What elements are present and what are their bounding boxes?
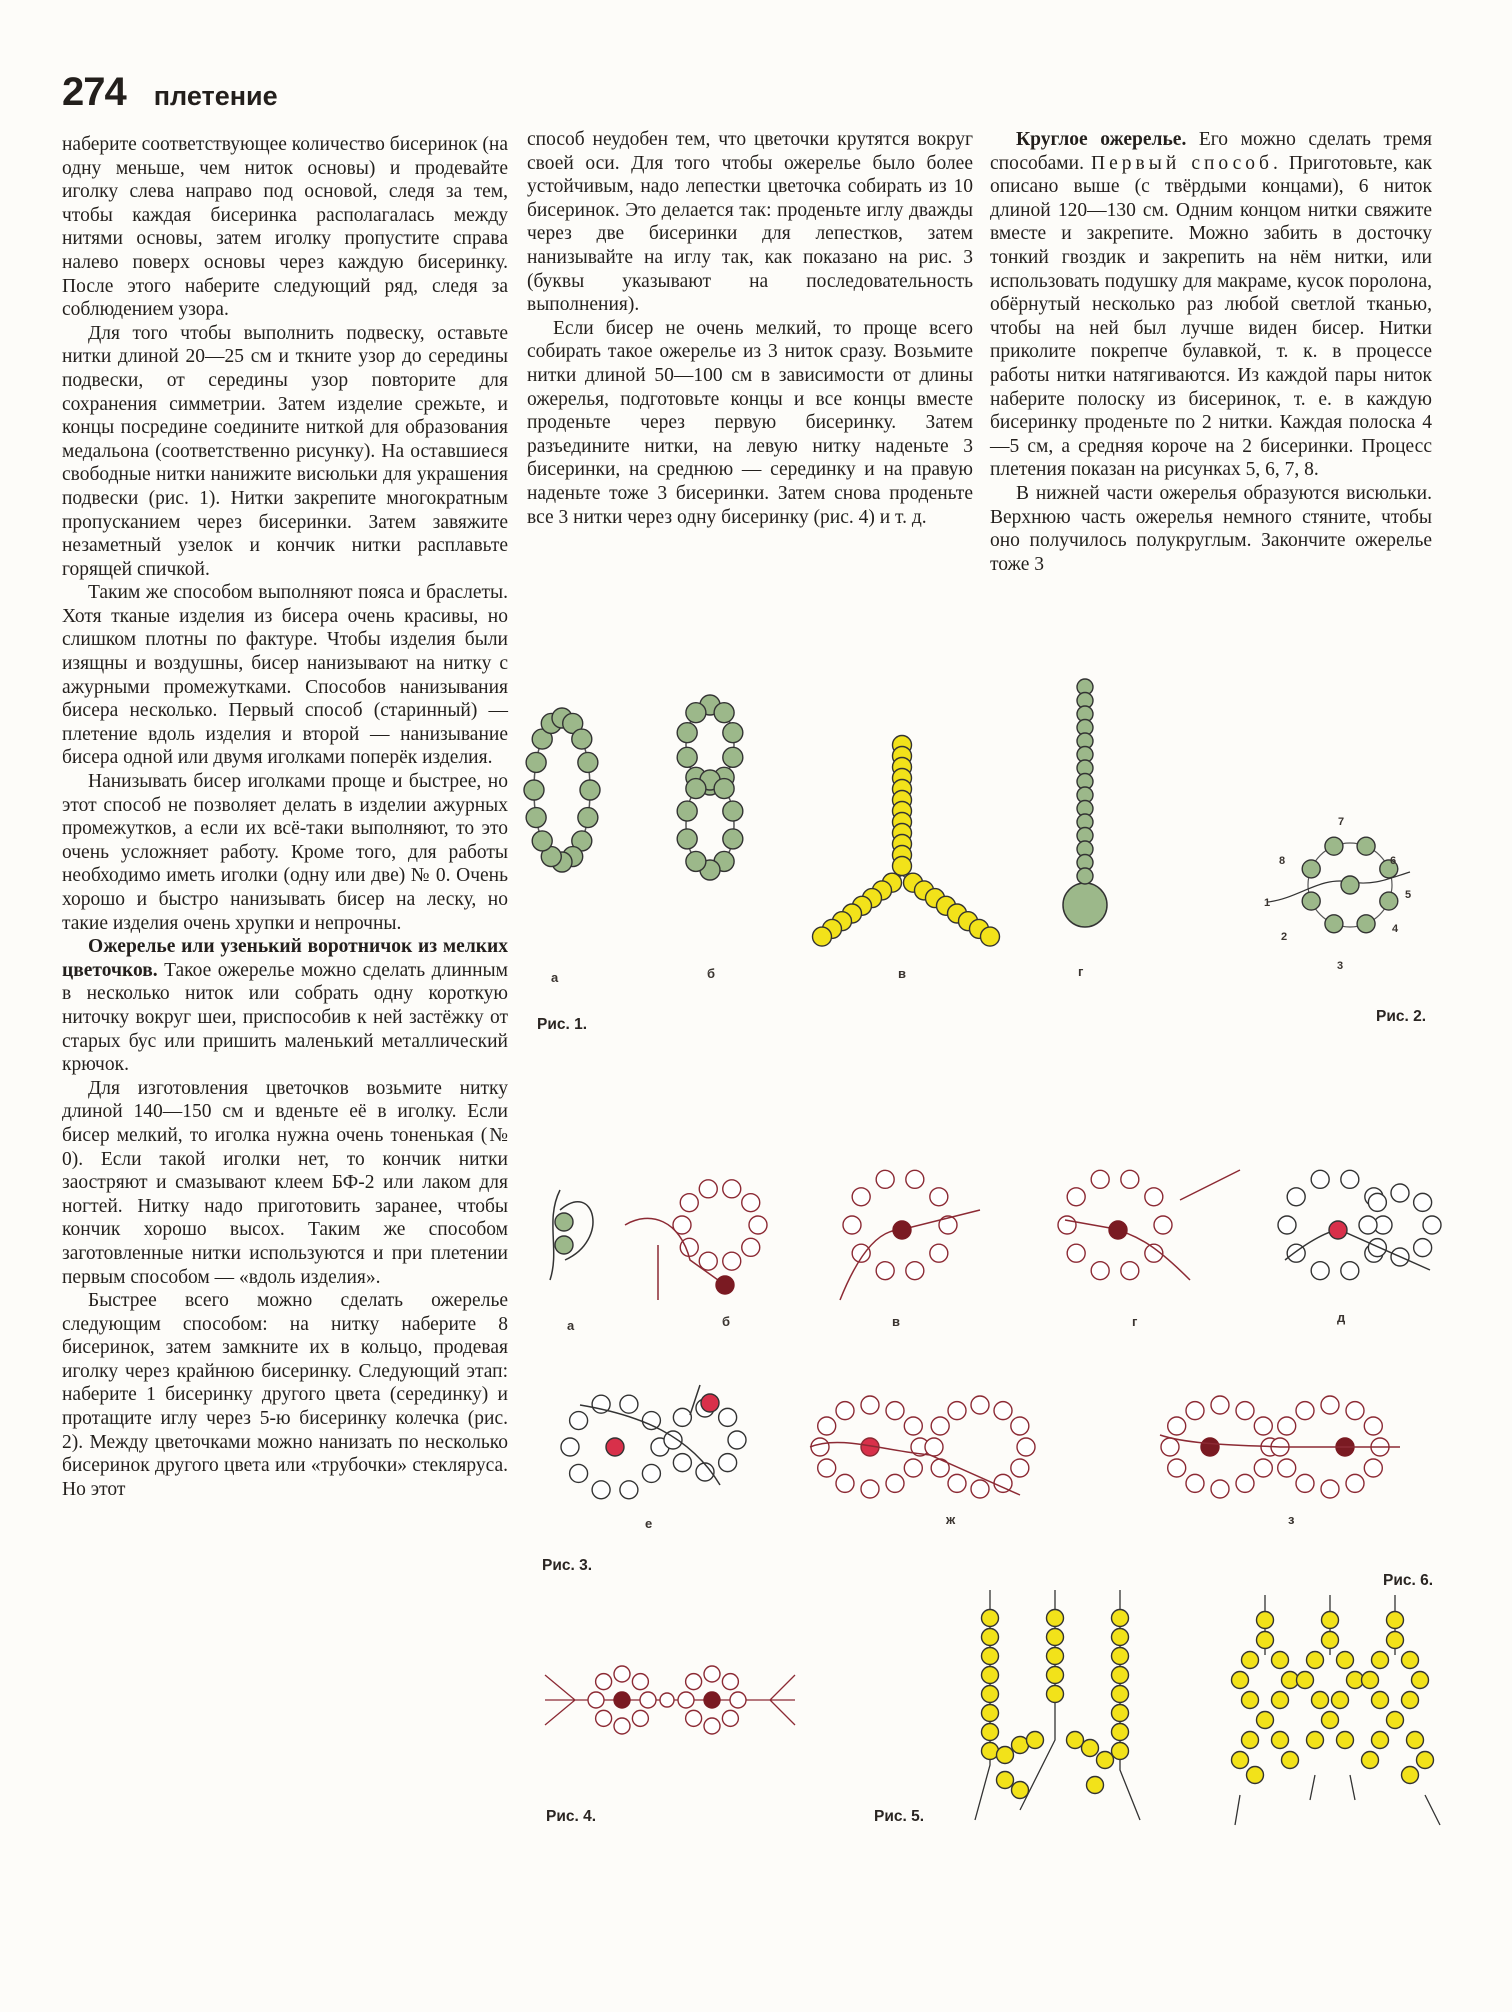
bead [524, 780, 544, 800]
bead [836, 1474, 854, 1492]
bead [699, 1252, 717, 1270]
fig1-label-v: в [898, 966, 906, 981]
bead [722, 1710, 738, 1726]
fig3-flower-steps-top [540, 1150, 1440, 1350]
bead [982, 1648, 999, 1665]
bead [1047, 1667, 1064, 1684]
center-bead [893, 1221, 911, 1239]
bead [596, 1710, 612, 1726]
bead [578, 808, 598, 828]
large-bead [1063, 883, 1107, 927]
bead [1257, 1712, 1274, 1729]
bead [1047, 1648, 1064, 1665]
bead [719, 1408, 737, 1426]
thread-path [1285, 1230, 1430, 1270]
bead [1272, 1732, 1289, 1749]
bead [876, 1262, 894, 1280]
bead [930, 1188, 948, 1206]
bead [1368, 1239, 1386, 1257]
bead [1302, 860, 1320, 878]
bead [1087, 1777, 1104, 1794]
bead [1380, 892, 1398, 910]
bead [526, 808, 546, 828]
bead [1011, 1459, 1029, 1477]
bead [1346, 1474, 1364, 1492]
bead [578, 752, 598, 772]
bead [1346, 1402, 1364, 1420]
bead [677, 723, 697, 743]
bead [1341, 1170, 1359, 1188]
bead [742, 1194, 760, 1212]
bead [728, 1431, 746, 1449]
fig3-label-d: д [1337, 1310, 1346, 1325]
bead [532, 831, 552, 851]
bead [1337, 1732, 1354, 1749]
bead [596, 1674, 612, 1690]
bead [572, 729, 592, 749]
bead [561, 1438, 579, 1456]
fig4-caption: Рис. 4. [546, 1808, 597, 1825]
bead [678, 1692, 694, 1708]
fig2-label-3: 3 [1337, 960, 1344, 972]
bead [982, 1743, 999, 1760]
bead [1067, 1188, 1085, 1206]
bead [642, 1464, 660, 1482]
bead [680, 1194, 698, 1212]
bead [1067, 1244, 1085, 1262]
bead [555, 1213, 573, 1231]
fig3-label-g: г [1132, 1314, 1138, 1329]
bead [1168, 1459, 1186, 1477]
bead [723, 801, 743, 821]
paragraph: Круглое ожерелье. Его можно сделать тремя способами. Первый способ. Приготовьте, как описано выше (с твёрдыми концами), 6 ниток длиной 120—130 см. Одним концом нитки свяжите вместе и закрепите. Можно забить в досточку тонкий гвоздик и закрепить на нём нитки, или использовать подушку для макраме, кусок поролона, обёрнутый несколько раз любой светлой тканью, чтобы на ней был лучше виден бисер. Нитки приколите покрепче булавкой, т. к. в процессе работы нитки натягиваются. Из каждой пары ниток наберите полоску из бисеринок, т. е. в каждую бисеринку проденьте по 2 нитки. Каждая полоска 4—5 см, а средняя короче на 2 бисеринки. Процесс плетения показан на рисунках 5, 6, 7, 8. [990, 129, 1432, 481]
bead [997, 1772, 1014, 1789]
fig1-label-g: г [1078, 964, 1084, 979]
bead [723, 1180, 741, 1198]
bead [1312, 1692, 1329, 1709]
bead [1112, 1629, 1129, 1646]
bead [1097, 1752, 1114, 1769]
fig2-label-4: 4 [1392, 923, 1399, 935]
bead [1257, 1612, 1274, 1629]
bead [1091, 1262, 1109, 1280]
paragraph: Для изготовления цветочков возьмите нитку длиной 140—150 см и вденьте её в иголку. Если бисер мелкий, то иголка нужна очень тоненькая (№ 0). Если такой иголки нет, то кончик нитки заостряют и смазывают клеем БФ-2 или лаком для ногтей. Нитку надо приготовить заранее, чтобы кончик хорошо высох. Таким же способом заготовленные нитки используются и при плетении первым способом — «вдоль изделия». [62, 1077, 508, 1288]
center-bead [606, 1438, 624, 1456]
bead [904, 1417, 922, 1435]
bead [1236, 1474, 1254, 1492]
paragraph: Если бисер не очень мелкий, то проще всего собирать такое ожерелье из 3 ниток сразу. Возьмите нитки длиной 50—100 см в зависимости от длины ожерелья, подготовьте концы и все концы вместе проденьте через первую бисеринку. Затем разъедините нитки, на левую нитку наденьте 3 бисеринки, на среднюю — серединку и на правую наденьте тоже 3 бисеринки. Затем снова проденьте все 3 нитки через одну бисеринку (рис. 4) и т. д. [527, 317, 973, 528]
bead [813, 927, 832, 946]
fig2-label-2: 2 [1281, 931, 1288, 943]
bead [1414, 1239, 1432, 1257]
bead [1372, 1652, 1389, 1669]
bead [749, 1216, 767, 1234]
bead [971, 1480, 989, 1498]
bead [673, 1408, 691, 1426]
bead [686, 1710, 702, 1726]
bead [1272, 1652, 1289, 1669]
bead [948, 1402, 966, 1420]
bead [1121, 1262, 1139, 1280]
bead [1077, 868, 1093, 884]
bead [1254, 1459, 1272, 1477]
center-bead [1109, 1221, 1127, 1239]
bead [1387, 1612, 1404, 1629]
bead [1168, 1417, 1186, 1435]
bead [1296, 1474, 1314, 1492]
center-bead [614, 1692, 630, 1708]
text-column-3 [990, 128, 1432, 576]
fig2-label-1: 1 [1264, 897, 1271, 909]
fig3-caption: Рис. 3. [542, 1557, 593, 1574]
bead [836, 1402, 854, 1420]
bead [818, 1417, 836, 1435]
bead [673, 1454, 691, 1472]
bead [1112, 1724, 1129, 1741]
bead [1414, 1193, 1432, 1211]
bead [1302, 892, 1320, 910]
fig3-label-e: е [645, 1516, 653, 1531]
paragraph: Нанизывать бисер иголками проще и быстрее, но этот способ не позволяет делать в изделии ажурных промежутков, а если их всё-таки выполняют, то это очень усложняет работу. Кроме того, для работы необходимо иметь иголки (одну или две) № 0. Очень хорошо и быстро нанизывать бисер на леску, но такие изделия очень хрупки и непрочны. [62, 771, 508, 934]
bead [1047, 1610, 1064, 1627]
bead [1211, 1396, 1229, 1414]
fig2-caption: Рис. 2. [1376, 1008, 1427, 1025]
paragraph-heading: Круглое ожерелье. [1016, 129, 1187, 150]
bead [1321, 1396, 1339, 1414]
bead [1242, 1732, 1259, 1749]
thread-path [1235, 1595, 1440, 1825]
center-bead [1329, 1221, 1347, 1239]
bead [632, 1710, 648, 1726]
fig3-label-zh: ж [946, 1512, 956, 1527]
bead [1232, 1752, 1249, 1769]
fig3-label-v: в [892, 1314, 900, 1329]
fig2-label-6: 6 [1390, 855, 1397, 867]
bead [1368, 1193, 1386, 1211]
bead [686, 851, 706, 871]
fig1-bead-pendants-diagram [520, 675, 1120, 985]
fig2-label-5: 5 [1405, 889, 1412, 901]
bead [686, 779, 706, 799]
bead [1307, 1732, 1324, 1749]
bead [1402, 1652, 1419, 1669]
bead [1247, 1767, 1264, 1784]
bead [526, 752, 546, 772]
bead [742, 1238, 760, 1256]
bead [723, 723, 743, 743]
bead [730, 1692, 746, 1708]
bead [818, 1459, 836, 1477]
fig4-three-thread-flowers [545, 1645, 805, 1755]
fig6-caption: Рис. 6. [1383, 1572, 1434, 1589]
bead [570, 1464, 588, 1482]
bead [971, 1396, 989, 1414]
fig3-flower-steps-bottom [540, 1375, 1440, 1540]
bead [719, 1454, 737, 1472]
paragraph-heading: Ожерелье или узенький воротничок из мелких цветочков. [62, 936, 508, 981]
paragraph: Ожерелье или узенький воротничок из мелких цветочков. Такое ожерелье можно сделать длинным в несколько ниток или собрать одну короткую ниточку вокруг шеи, приспособив к ней застёжку от старых бус или пришить маленький металлический крючок. [62, 936, 508, 1076]
bead [714, 779, 734, 799]
bead [982, 1705, 999, 1722]
bead [906, 1262, 924, 1280]
bead [714, 703, 734, 723]
bead [1391, 1184, 1409, 1202]
bead [861, 1480, 879, 1498]
bead [1236, 1402, 1254, 1420]
bead [931, 1417, 949, 1435]
bead [930, 1244, 948, 1262]
bead [642, 1412, 660, 1430]
bead [1412, 1672, 1429, 1689]
bead [904, 1459, 922, 1477]
text-column-2 [527, 128, 973, 529]
bead [1372, 1692, 1389, 1709]
paragraph: наберите соответствующее количество бисеринок (на одну меньше, чем ниток основы) и продевайте иголку слева направо под основой, следя за тем, чтобы каждая бисеринка располагалась между нитями основы, затем иголку пропустите справа налево поверх основы через каждую бисеринку. После этого наберите следующий ряд, следя за соблюдением узора. [62, 134, 508, 321]
fig2-label-7: 7 [1338, 816, 1345, 828]
bead [1364, 1417, 1382, 1435]
bead [994, 1402, 1012, 1420]
bead [982, 1629, 999, 1646]
bead [1242, 1652, 1259, 1669]
bead [723, 829, 743, 849]
fig1-caption: Рис. 1. [537, 1016, 588, 1033]
bead [1407, 1732, 1424, 1749]
bead [699, 1180, 717, 1198]
bead [1254, 1417, 1272, 1435]
fig3-label-a: а [567, 1318, 575, 1333]
bead [1372, 1732, 1389, 1749]
bead [852, 1244, 870, 1262]
bead [1186, 1474, 1204, 1492]
bead [620, 1395, 638, 1413]
bead [1186, 1402, 1204, 1420]
bead [906, 1170, 924, 1188]
bead [981, 927, 1000, 946]
bead [1332, 1692, 1349, 1709]
bead [620, 1481, 638, 1499]
bead [1272, 1692, 1289, 1709]
bead [1211, 1480, 1229, 1498]
bead [686, 703, 706, 723]
bead [1402, 1692, 1419, 1709]
bead [861, 1396, 879, 1414]
bead [1242, 1692, 1259, 1709]
bead [1047, 1686, 1064, 1703]
bead [632, 1674, 648, 1690]
bead [723, 1252, 741, 1270]
bead [1058, 1216, 1076, 1234]
bead [1017, 1438, 1035, 1456]
bead [704, 1718, 720, 1734]
bead [677, 801, 697, 821]
bead [723, 747, 743, 767]
bead [614, 1718, 630, 1734]
bead [1387, 1712, 1404, 1729]
bead [1322, 1612, 1339, 1629]
bead [1357, 837, 1375, 855]
bead [1278, 1417, 1296, 1435]
bead [1325, 915, 1343, 933]
bead [1402, 1767, 1419, 1784]
bead [1423, 1216, 1441, 1234]
bead [588, 1692, 604, 1708]
fig1-label-b: б [707, 966, 716, 981]
bead [1112, 1686, 1129, 1703]
bead [1307, 1652, 1324, 1669]
text-column-1 [62, 133, 508, 1501]
center-bead [704, 1692, 720, 1708]
bead [1112, 1705, 1129, 1722]
paragraph: В нижней части ожерелья образуются висюльки. Верхнюю часть ожерелья немного стяните, чтобы оно получилось полукруглым. Закончите ожерелье тоже 3 [990, 482, 1432, 575]
bead [1082, 1740, 1099, 1757]
bead [1362, 1672, 1379, 1689]
bead [1341, 1262, 1359, 1280]
netting-diagram [1230, 1595, 1450, 1835]
bead [1112, 1743, 1129, 1760]
bead [592, 1481, 610, 1499]
center-bead [701, 1394, 719, 1412]
bead [1278, 1216, 1296, 1234]
paragraph: Быстрее всего можно сделать ожерелье следующим способом: на нитку наберите 8 бисеринок, затем замкните их в кольцо, продевая иголку через крайнюю бисеринку. Следующий этап: наберите 1 бисеринку другого цвета (серединку) и протащите иглу через 5-ю бисеринку колечка (рис. 2). Между цветочками можно нанизать по несколько бисеринок другого цвета или «трубочки» стекляруса. Но этот [62, 1290, 508, 1500]
bead [982, 1667, 999, 1684]
bead [704, 1666, 720, 1682]
bead [580, 780, 600, 800]
bead [1282, 1752, 1299, 1769]
bead [1362, 1752, 1379, 1769]
bead [686, 1674, 702, 1690]
bead [948, 1474, 966, 1492]
paragraph: способ неудобен тем, что цветочки крутятся вокруг своей оси. Для того чтобы ожерелье было более устойчивым, надо лепестки цветочка собирать из 10 бисеринок. Это делается так: проденьте иглу дважды через две бисеринки для лепестков, затем нанизывайте на иглу так, как показано на рис. 3 (буквы указывают на последовательность выполнения). [527, 129, 973, 316]
bead [982, 1686, 999, 1703]
page-header [62, 70, 278, 115]
fig5-beaded-strands [965, 1590, 1160, 1830]
bead [1311, 1262, 1329, 1280]
bead [1364, 1459, 1382, 1477]
bead [982, 1724, 999, 1741]
fig2-label-8: 8 [1279, 855, 1286, 867]
bead [1161, 1438, 1179, 1456]
bead [1359, 1216, 1377, 1234]
bead [1112, 1667, 1129, 1684]
bead [1027, 1732, 1044, 1749]
thread-path [1065, 1170, 1240, 1280]
bead [1121, 1170, 1139, 1188]
bead [886, 1474, 904, 1492]
bead [660, 1693, 674, 1707]
bead [1047, 1629, 1064, 1646]
bead [1278, 1459, 1296, 1477]
bead [614, 1666, 630, 1682]
center-bead [1341, 876, 1359, 894]
fig5-caption: Рис. 5. [874, 1808, 925, 1825]
bead [1325, 837, 1343, 855]
bead [893, 857, 912, 876]
bead [677, 829, 697, 849]
bead [1257, 1632, 1274, 1649]
page-number: 274 [62, 70, 126, 114]
bead [1357, 915, 1375, 933]
bead [1145, 1188, 1163, 1206]
bead [925, 1438, 943, 1456]
bead [1311, 1170, 1329, 1188]
bead [1154, 1216, 1172, 1234]
bead [997, 1747, 1014, 1764]
bead [1417, 1752, 1434, 1769]
paragraph: Таким же способом выполняют пояса и браслеты. Хотя тканые изделия из бисера очень красивы, но слишком плотны по фактуре. Чтобы изделия были изящны и воздушны, бисер нанизывают на нитку с ажурными промежутками. Способов нанизывания бисера несколько. Первый способ (старинный) — плетение вдоль изделия и второй — нанизывание бисера одной или двумя иголками поперёк изделия. [62, 582, 508, 769]
fig1-label-a: а [551, 970, 559, 985]
bead [640, 1692, 656, 1708]
center-bead [1201, 1438, 1219, 1456]
bead [677, 747, 697, 767]
bead [852, 1188, 870, 1206]
bead [1287, 1188, 1305, 1206]
bead [1322, 1632, 1339, 1649]
center-bead [716, 1276, 734, 1294]
bead [555, 1236, 573, 1254]
bead [876, 1170, 894, 1188]
paragraph: Для того чтобы выполнить подвеску, оставьте нитки длиной 20—25 см и ткните узор до середины подвески, от середины узор повторите для сохранения симметрии. Затем изделие срежьте, и концы посредине соедините ниткой для образования медальона (соответственно рисунку). На оставшиеся свободные нитки нанижите висюльки для украшения подвески (рис. 1). Нитки закрепите многократным пропусканием через бисеринки. Затем завяжите незаметный узелок и кончик нитки расплавьте горящей спичкой. [62, 322, 508, 580]
bead [982, 1610, 999, 1627]
bead [811, 1438, 829, 1456]
bead [1112, 1610, 1129, 1627]
bead [886, 1402, 904, 1420]
bead [570, 1412, 588, 1430]
bead [1091, 1170, 1109, 1188]
bead [1296, 1402, 1314, 1420]
bead [843, 1216, 861, 1234]
bead [1011, 1417, 1029, 1435]
bead [1321, 1480, 1339, 1498]
fig3-label-z: з [1288, 1512, 1295, 1527]
fig3-label-b: б [722, 1314, 731, 1329]
bead [1012, 1782, 1029, 1799]
bead [1387, 1632, 1404, 1649]
bead [1297, 1672, 1314, 1689]
thread-path [550, 1190, 560, 1280]
bead [1232, 1672, 1249, 1689]
bead [1067, 1732, 1084, 1749]
bead [1322, 1712, 1339, 1729]
section-title: плетение [153, 81, 278, 111]
bead [1112, 1648, 1129, 1665]
bead [1337, 1652, 1354, 1669]
bead [722, 1674, 738, 1690]
